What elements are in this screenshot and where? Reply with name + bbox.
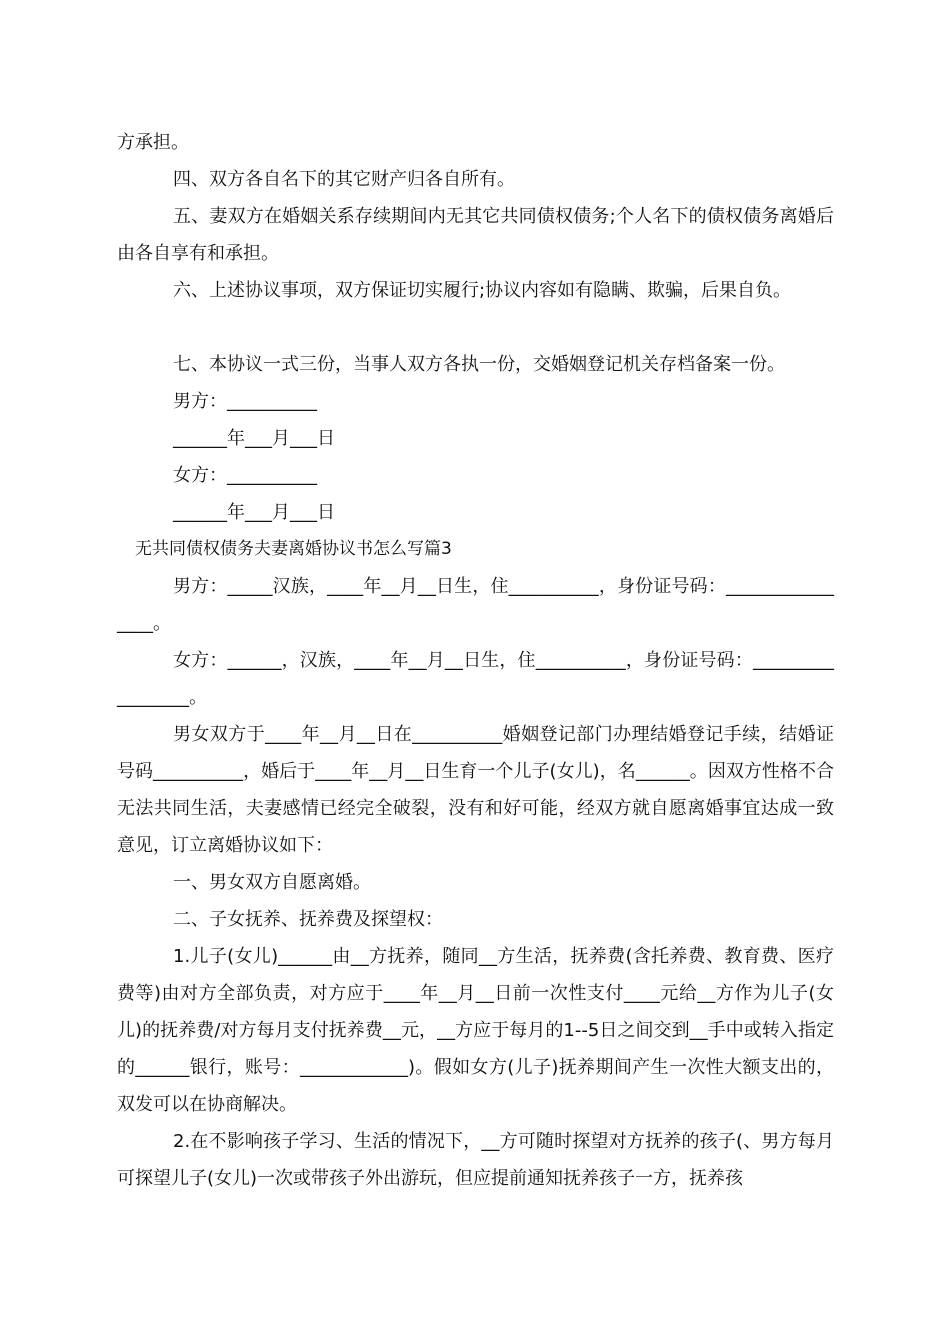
- male-date-line: ______年___月___日: [173, 428, 335, 449]
- clause-four: 四、双方各自名下的其它财产归各自所有。: [173, 169, 515, 190]
- preamble-paragraph: 男女双方于____年__月__日在__________婚姻登记部门办理结婚登记手续，结婚证号码__________，婚后于____年__月__日生育一个儿子(女儿)，名______。因双方性格不合无法共同生活，夫妻感情已经完全破裂，没有和好可能，经双方就自愿离婚事宜达成一致意见，订立离婚协议如下：: [117, 724, 834, 856]
- clause-two-item-two: 2.在不影响孩子学习、生活的情况下，__方可随时探望对方抚养的孩子(、男方每月可探望儿子(女儿)一次或带孩子外出游玩，但应提前通知抚养孩子一方，抚养孩: [117, 1131, 834, 1189]
- male-signature-line: 男方：__________: [173, 391, 317, 412]
- female-party-info: 女方：______，汉族，____年__月__日生，住__________，身份证号码：_________________。: [117, 650, 834, 708]
- clause-two: 二、子女抚养、抚养费及探望权：: [173, 909, 443, 930]
- clause-one: 一、男女双方自愿离婚。: [173, 872, 371, 893]
- female-date-line: ______年___月___日: [173, 502, 335, 523]
- paragraph-continuation: 方承担。: [117, 132, 189, 153]
- document-body: [117, 124, 834, 1197]
- clause-five: 五、妻双方在婚姻关系存续期间内无其它共同债权债务;个人名下的债权债务离婚后由各自享有和承担。: [117, 206, 834, 264]
- clause-two-item-one: 1.儿子(女儿)______由__方抚养，随同__方生活，抚养费(含托养费、教育费、医疗费等)由对方全部负责，对方应于____年__月__日前一次性支付____元给__方作为儿子(女儿)的抚养费/对方每月支付抚养费__元，__方应于每月的1--5日之间交到__手中或转入指定的______银行，账号：____________)。假如女方(儿子)抚养期间产生一次性大额支出的，双发可以在协商解决。: [117, 946, 834, 1115]
- clause-six: 六、上述协议事项，双方保证切实履行;协议内容如有隐瞒、欺骗，后果自负。: [173, 280, 792, 301]
- spacer: [117, 309, 834, 346]
- clause-seven: 七、本协议一式三份，当事人双方各执一份，交婚姻登记机关存档备案一份。: [173, 354, 785, 375]
- female-signature-line: 女方：__________: [173, 465, 317, 486]
- male-party-info: 男方：_____汉族，____年__月__日生，住__________，身份证号码：________________。: [117, 576, 834, 634]
- section-heading: 无共同债权债务夫妻离婚协议书怎么写篇3: [135, 539, 452, 559]
